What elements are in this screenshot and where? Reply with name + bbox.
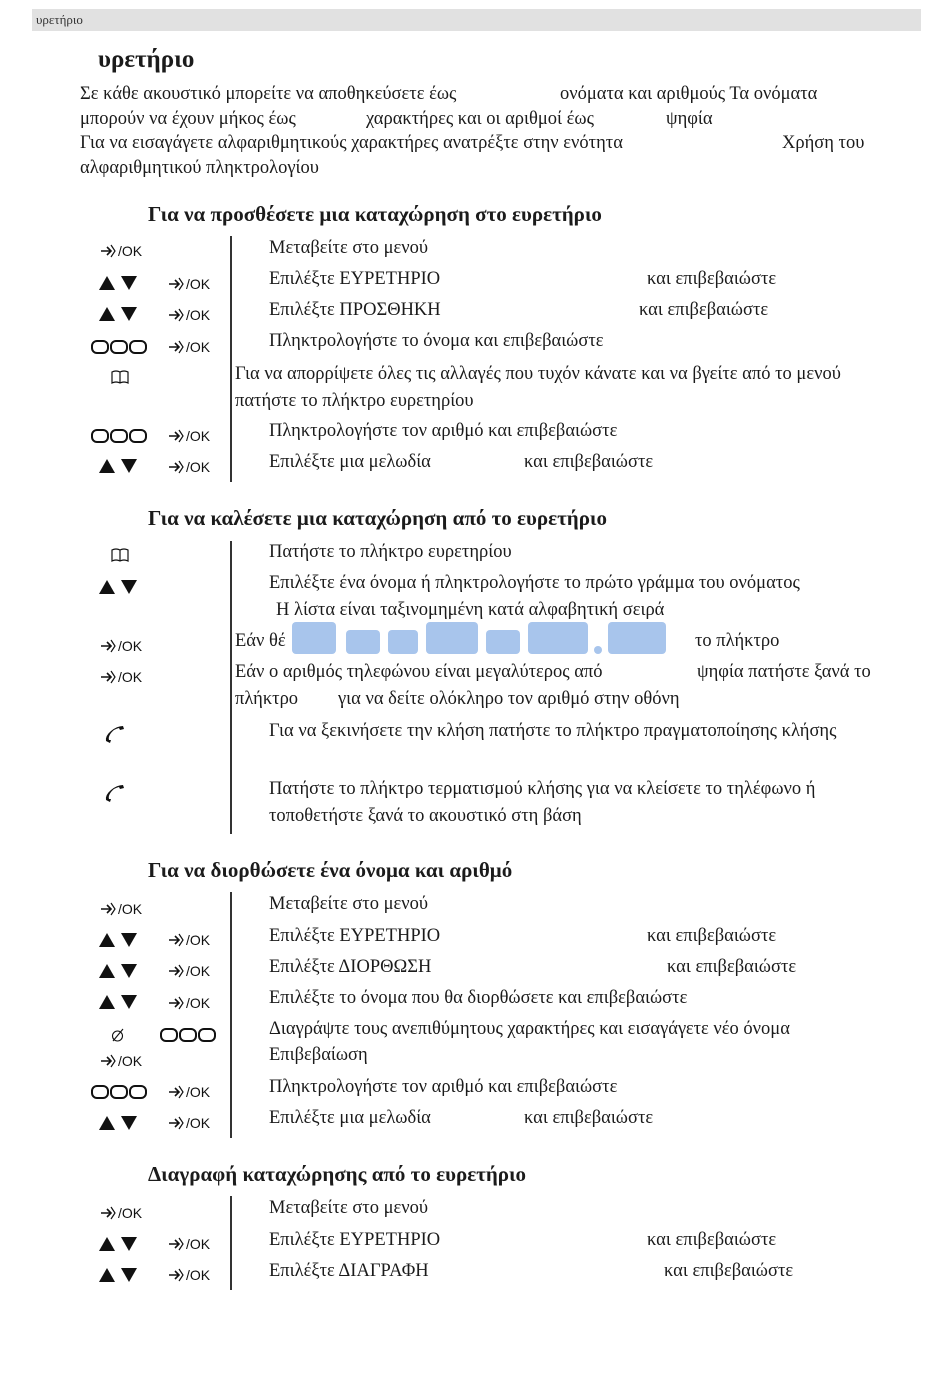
step-text: Πατήστε το πλήκτρο τερματισμού κλήσης για να κλείσετε το τηλέφωνο ή τοποθετήστε ξανά το ακουστικό στη βάση [269,779,816,826]
step-text: Διαγράψτε τους ανεπιθύμητους χαρακτήρες και εισαγάγετε νέο όνομα [269,1019,790,1039]
intro-text: Για να εισαγάγετε αλφαριθμητικούς χαρακτήρες ανατρέξτε στην ενότητα [80,133,623,153]
step-text-part: Επιλέξτε μια μελωδία [269,452,431,472]
up-down-arrows-icon [98,275,138,291]
ok-icon [168,1236,210,1252]
intro-text: μπορούν να έχουν μήκος έως [80,108,296,129]
up-down-arrows-icon [98,994,138,1010]
ok-icon [168,932,210,948]
ok-icon [168,1084,210,1100]
watermark-shapes [292,622,666,654]
step-text-part: Επιλέξτε ΕΥΡΕΤΗΡΙΟ [269,1230,441,1250]
ok-icon [168,459,210,475]
section-divider [230,541,232,834]
up-down-arrows-icon [98,306,138,322]
phonebook-icon [111,547,129,567]
step-text [269,452,654,473]
step-text-part: και επιβεβαιώστε [664,1261,794,1281]
intro-line-3 [80,131,900,156]
up-down-arrows-icon [98,932,138,948]
step-text [235,662,871,683]
up-down-arrows-icon [98,1115,138,1131]
ok-label: /OK [118,1205,143,1221]
step-text-part: Επιλέξτε ΔΙΑΓΡΑΦΗ [269,1261,429,1281]
step-text-part: ψηφία πατήστε ξανά το [697,662,871,682]
step-text-part: και επιβεβαιώστε [647,269,777,289]
up-down-arrows-icon [98,458,138,474]
ok-icon [168,307,210,323]
ok-icon [100,1205,142,1221]
step-text-part: το πλήκτρο [695,631,780,651]
end-call-handset-icon [104,783,126,808]
intro-text: Χρήση του [782,133,865,153]
ok-label: /OK [118,669,143,685]
step-text: Μεταβείτε στο μενού [269,1198,429,1218]
step-text: Πληκτρολογήστε το όνομα και επιβεβαιώστε [269,331,604,351]
up-down-arrows-icon [98,579,138,595]
ok-label: /OK [186,1267,211,1283]
ok-icon [100,638,142,654]
section-heading-edit: Για να διορθώσετε ένα όνομα και αριθμό [148,858,513,882]
section-heading-add: Για να προσθέσετε μια καταχώρηση στο ευρετήριο [148,202,602,226]
section-heading-call: Για να καλέσετε μια καταχώρηση από το ευρετήριο [148,506,607,530]
ok-label: /OK [186,428,211,444]
ok-icon [168,276,210,292]
step-text [235,631,780,652]
keypad-keys-icon [160,1027,216,1043]
keypad-keys-icon [91,339,147,355]
intro-line-1 [80,82,900,107]
step-text: Επιλέξτε το όνομα που θα διορθώσετε και επιβεβαιώστε [269,988,688,1008]
keypad-keys-icon [91,428,147,444]
intro-text: αλφαριθμητικού πληκτρολογίου [80,157,319,178]
step-text-part: Εάν θέ [235,631,286,651]
intro-text: Σε κάθε ακουστικό μπορείτε να αποθηκεύσετε έως [80,84,457,104]
step-text: Μεταβείτε στο μενού [269,238,429,258]
ok-icon [100,901,142,917]
intro-text: ψηφία [666,108,713,129]
page-title: υρετήριο [98,46,195,73]
up-down-arrows-icon [98,963,138,979]
step-text-part: και επιβεβαιώστε [524,1108,654,1128]
step-text-part: Εάν ο αριθμός τηλεφώνου είναι μεγαλύτερος από [235,662,603,682]
ok-label: /OK [186,307,211,323]
keypad-keys-icon [91,1084,147,1100]
step-text-part: για να δείτε ολόκληρο τον αριθμό στην οθόνη [338,689,680,709]
ok-icon [100,1053,142,1069]
step-text: Πατήστε το πλήκτρο ευρετηρίου [269,542,512,562]
step-text [269,1108,654,1129]
intro-text: χαρακτήρες και οι αριθμοί έως [366,108,594,129]
ok-icon [100,669,142,685]
ok-label: /OK [186,963,211,979]
intro-text: ονόματα και αριθμούς Τα ονόματα [560,84,818,104]
step-text: Η λίστα είναι ταξινομημένη κατά αλφαβητική σειρά [276,600,665,620]
ok-label: /OK [118,638,143,654]
step-text-part: Επιλέξτε ΕΥΡΕΤΗΡΙΟ [269,926,441,946]
ok-label: /OK [118,901,143,917]
ok-icon [168,1115,210,1131]
step-text [269,1261,794,1282]
step-text [269,269,777,290]
ok-icon [168,995,210,1011]
ok-label: /OK [186,1084,211,1100]
ok-icon [100,243,142,259]
up-down-arrows-icon [98,1236,138,1252]
step-text-part: και επιβεβαιώστε [647,1230,777,1250]
step-text-part: Επιλέξτε ΕΥΡΕΤΗΡΙΟ [269,269,441,289]
intro-paragraph [80,82,900,180]
ok-label: /OK [118,243,143,259]
step-text [269,1230,777,1251]
ok-label: /OK [186,995,211,1011]
step-text: Πληκτρολογήστε τον αριθμό και επιβεβαιώστε [269,421,618,441]
call-handset-icon [104,724,126,749]
header-label: υρετήριο [36,12,83,27]
step-text [269,926,777,947]
step-text-part: Επιλέξτε ΔΙΟΡΘΩΣΗ [269,957,432,977]
ok-label: /OK [118,1053,143,1069]
ok-label: /OK [186,276,211,292]
ok-icon [168,339,210,355]
intro-line-2 [80,107,900,132]
phonebook-icon [111,369,129,389]
section-heading-delete: Διαγραφή καταχώρησης από το ευρετήριο [148,1162,527,1186]
delete-key-icon [110,1027,126,1048]
ok-icon [168,1267,210,1283]
step-text [235,689,680,710]
page-header-bar [32,9,921,31]
step-text: Για να ξεκινήσετε την κλήση πατήστε το πλήκτρο πραγματοποίησης κλήσης [269,721,837,741]
ok-label: /OK [186,1236,211,1252]
intro-line-4 [80,156,900,181]
step-text-part: πλήκτρο [235,689,299,709]
ok-label: /OK [186,459,211,475]
step-text-part: Επιλέξτε μια μελωδία [269,1108,431,1128]
ok-label: /OK [186,339,211,355]
step-text-part: και επιβεβαιώστε [647,926,777,946]
ok-icon [168,428,210,444]
step-text [269,300,769,321]
step-text-part: Επιλέξτε ΠΡΟΣΘΗΚΗ [269,300,441,320]
ok-label: /OK [186,932,211,948]
step-text: Πληκτρολογήστε τον αριθμό και επιβεβαιώστε [269,1077,618,1097]
step-text: Για να απορρίψετε όλες τις αλλαγές που τυχόν κάνατε και να βγείτε από το μενού πατήστε το πλήκτρο ευρετηρίου [235,364,841,411]
step-text: Μεταβείτε στο μενού [269,894,429,914]
step-text: Επιλέξτε ένα όνομα ή πληκτρολογήστε το πρώτο γράμμα του ονόματος [269,573,800,593]
step-text-part: και επιβεβαιώστε [524,452,654,472]
watermark-logo [290,612,670,664]
section-divider [230,236,232,482]
section-divider [230,892,232,1138]
ok-icon [168,963,210,979]
step-text [269,957,797,978]
up-down-arrows-icon [98,1267,138,1283]
section-divider [230,1196,232,1290]
step-text-part: και επιβεβαιώστε [639,300,769,320]
ok-label: /OK [186,1115,211,1131]
step-text-part: και επιβεβαιώστε [667,957,797,977]
step-text: Επιβεβαίωση [269,1045,368,1065]
